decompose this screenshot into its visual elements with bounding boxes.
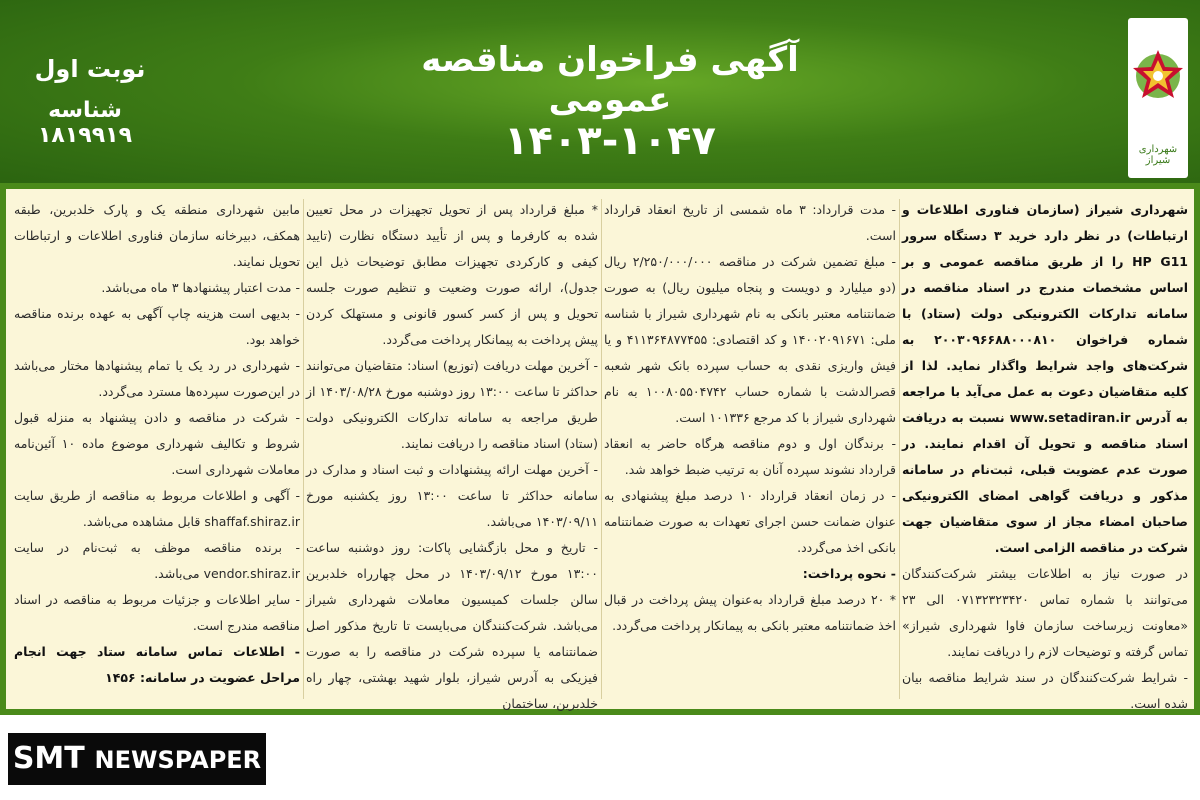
paragraph: - شرکت در مناقصه و دادن پیشنهاد به منزله قبول شروط و تکالیف شهرداری موضوع ماده ۱۰ آئین‌نامه معاملات شهرداری است.: [14, 410, 300, 477]
column-2: [604, 197, 896, 701]
ad-number: ۱۴۰۳-۱۰۴۷: [504, 118, 716, 164]
paragraph: * ۲۰ درصد مبلغ قرارداد به‌عنوان پیش پرداخت در قبال اخذ ضمانتنامه معتبر بانکی به پیمانکار پرداخت می‌گردد.: [604, 592, 896, 633]
paragraph: - آخرین مهلت ارائه پیشنهادات و ثبت اسناد و مدارک در سامانه حداکثر تا ساعت ۱۳:۰۰ روز یکشنبه مورخ ۱۴۰۳/۰۹/۱۱ می‌باشد.: [306, 462, 598, 529]
paragraph: - برنده مناقصه موظف به ثبت‌نام در سایت vendor.shiraz.ir می‌باشد.: [14, 540, 300, 581]
paragraph: - مدت اعتبار پیشنهادها ۳ ماه می‌باشد.: [101, 280, 300, 295]
round-label: نوبت اول: [34, 55, 146, 83]
paragraph: - مدت قرارداد: ۳ ماه شمسی از تاریخ انعقاد قرارداد است.: [604, 202, 896, 243]
paragraph: - تاریخ و محل بازگشایی پاکات: روز دوشنبه ساعت ۱۳:۰۰ مورخ ۱۴۰۳/۰۹/۱۲ در محل چهارراه خلدبرین سالن جلسات کمیسیون معاملات شهرداری شیراز می‌باشد. شرکت‌کنندگان می‌بایست تا تاریخ مذکور اصل ضمانتنامه یا سپرده شرکت در مناقصه را به صورت فیزیکی به آدرس شیراز، بلوار شهید بهشتی، چهار راه خلدبرین، ساختمان: [306, 540, 598, 711]
paragraph: - بدیهی است هزینه چاپ آگهی به عهده برنده مناقصه خواهد بود.: [14, 306, 300, 347]
brand-word: NEWSPAPER: [94, 746, 262, 774]
flower-logo-icon: [1128, 18, 1188, 138]
column-1: [902, 197, 1188, 711]
paragraph: شهرداری شیراز (سازمان فناوری اطلاعات و ارتباطات) در نظر دارد خرید ۳ دستگاه سرور HP G11 را از طریق مناقصه عمومی و بر اساس مشخصات مندرج در اسناد مناقصه در سامانه تدارکات الکترونیکی دولت (ستاد) با شماره فراخوان ۲۰۰۳۰۹۶۶۸۸۰۰۰۸۱۰ به شرکت‌های واجد شرایط واگذار نماید. لذا از کلیه متقاضیان دعوت به عمل می‌آید با مراجعه به آدرس www.setadiran.ir نسبت به دریافت اسناد مناقصه و تحویل آن اقدام نمایند. در صورت عدم عضویت قبلی، ثبت‌نام در سامانه مذکور و دریافت گواهی امضای الکترونیکی صاحبان امضاء مجاز از سوی متقاضیان جهت شرکت در مناقصه الزامی است.: [902, 202, 1188, 555]
id-label: شناسه ۱۸۱۹۹۱۹: [38, 98, 132, 148]
ad-header: [0, 0, 1200, 183]
paragraph: - مبلغ تضمین شرکت در مناقصه ۲/۲۵۰/۰۰۰/۰۰۰ ریال (دو میلیارد و دویست و پنجاه میلیون ریال) به صورت ضمانتنامه معتبر بانکی به نام شهرداری شیراز با شناسه ملی: ۱۴۰۰۲۰۹۱۶۷۱ و کد اقتصادی: ۴۱۱۳۶۴۸۷۷۴۵۵ و یا فیش واریزی نقدی به حساب سپرده بانک شهر شعبه قصرالدشت با شماره حساب ۱۰۰۸۰۵۵۰۴۷۴۲ به نام شهرداری شیراز با کد مرجع ۱۰۱۳۳۶ است.: [604, 254, 897, 425]
footer: [0, 715, 1200, 800]
paragraph: - آگهی و اطلاعات مربوط به مناقصه از طریق سایت shaffaf.shiraz.ir قابل مشاهده می‌باشد.: [14, 488, 300, 529]
column-divider: [601, 199, 602, 699]
shiraz-municipality-logo: [1128, 18, 1188, 178]
paragraph: - در زمان انعقاد قرارداد ۱۰ درصد مبلغ پیشنهادی به عنوان ضمانت حسن اجرای تعهدات به صورت ضمانتنامه بانکی اخذ می‌گردد.: [604, 488, 896, 555]
paragraph: - شرایط شرکت‌کنندگان در سند شرایط مناقصه بیان شده است.: [902, 670, 1188, 711]
paragraph: - برندگان اول و دوم مناقصه هرگاه حاضر به انعقاد قرارداد نشوند سپرده آنان به ترتیب ضبط خواهد شد.: [604, 436, 896, 477]
ad-body-frame: [0, 183, 1200, 715]
ad-text-area: [6, 189, 1194, 709]
paragraph: - اطلاعات تماس سامانه ستاد جهت انجام مراحل عضویت در سامانه: ۱۴۵۶: [14, 644, 300, 685]
paragraph: مابین شهرداری منطقه یک و پارک خلدبرین، طبقه همکف، دبیرخانه سازمان فناوری اطلاعات و ارتباطات تحویل نمایند.: [14, 202, 300, 269]
logo-caption: شهرداری شیراز: [1138, 144, 1178, 166]
paragraph: - سایر اطلاعات و جزئیات مربوط به مناقصه در اسناد مناقصه مندرج است.: [14, 592, 300, 633]
ad-title: آگهی فراخوان مناقصه عمومی: [421, 40, 799, 120]
column-3: [306, 197, 598, 711]
column-4: [14, 197, 300, 701]
paragraph: - شهرداری در رد یک یا تمام پیشنهادها مختار می‌باشد در این‌صورت سپرده‌ها مسترد می‌گردد.: [14, 358, 300, 399]
paragraph: در صورت نیاز به اطلاعات بیشتر شرکت‌کنندگان می‌توانند با شماره تماس ۰۷۱۳۲۳۲۳۴۲۰ الی ۲۳ «معاونت زیرساخت سازمان فاوا شهرداری شیراز» تماس گرفته و توضیحات لازم را دریافت نمایند.: [902, 566, 1188, 659]
paragraph: * مبلغ قرارداد پس از تحویل تجهیزات در محل تعیین شده به کارفرما و پس از تأیید دستگاه نظارت (تایید کیفی و کارکردی تجهیزات مطابق توضیحات ذیل این جدول)، ارائه صورت وضعیت و تنظیم صورت جلسه تحویل و پس از کسر کسور قانونی و مستهلک کردن پیش پرداخت به پیمانکار پرداخت می‌گردد.: [306, 202, 598, 347]
column-divider: [303, 199, 304, 699]
newspaper-watermark-badge: [8, 733, 266, 785]
column-divider: [899, 199, 900, 699]
paragraph: - نحوه پرداخت:: [802, 566, 896, 581]
paragraph: - آخرین مهلت دریافت (توزیع) اسناد: متقاضیان می‌توانند حداکثر تا ساعت ۱۳:۰۰ روز دوشنبه مورخ ۱۴۰۳/۰۸/۲۸ از طریق مراجعه به سامانه تدارکات الکترونیکی دولت (ستاد) اسناد مناقصه را دریافت نمایند.: [306, 358, 598, 451]
brand-text: SMT: [12, 741, 85, 776]
